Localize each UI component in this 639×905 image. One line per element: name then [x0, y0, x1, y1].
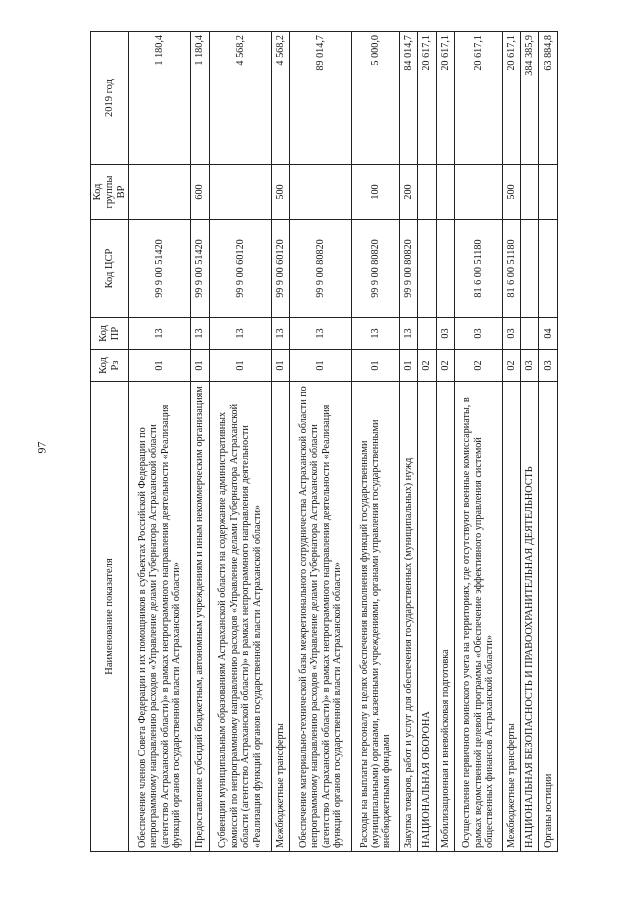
row-amount: 1 180,4: [191, 32, 209, 165]
row-name: НАЦИОНАЛЬНАЯ ОБОРОНА: [418, 382, 436, 852]
row-vr: [209, 165, 271, 220]
row-pr: [521, 318, 539, 350]
row-pr: 13: [209, 318, 271, 350]
row-rz: 01: [352, 350, 400, 382]
row-vr: [455, 165, 503, 220]
row-vr: 600: [191, 165, 209, 220]
row-rz: 01: [399, 350, 417, 382]
row-csr: 99 9 00 80820: [352, 220, 400, 318]
table-row: [271, 32, 289, 852]
row-name: Межбюджетные трансферты: [271, 382, 289, 852]
row-pr: 13: [290, 318, 352, 350]
header-name: Наименование показателя: [91, 382, 129, 852]
row-csr: 99 9 00 60120: [209, 220, 271, 318]
row-pr: 03: [455, 318, 503, 350]
row-pr: 13: [129, 318, 191, 350]
row-vr: [418, 165, 436, 220]
table-row: [352, 32, 400, 852]
budget-table: [90, 31, 558, 852]
row-vr: 500: [502, 165, 520, 220]
row-pr: 13: [399, 318, 417, 350]
header-amount: 2019 год: [91, 32, 129, 165]
row-name: Расходы на выплаты персоналу в целях обеспечения выполнения функций государственными (муниципальными) органами, казенными учреждениями, органами управления государственными внебюджетными фондами: [352, 382, 400, 852]
page-number: 97: [34, 441, 49, 454]
row-amount: 4 568,2: [271, 32, 289, 165]
row-vr: 200: [399, 165, 417, 220]
table-header-row: [91, 32, 129, 852]
row-rz: 02: [418, 350, 436, 382]
row-rz: 01: [271, 350, 289, 382]
header-pr: Код ПР: [91, 318, 129, 350]
row-vr: 100: [352, 165, 400, 220]
row-csr: 99 9 00 80820: [290, 220, 352, 318]
row-amount: 63 884,8: [539, 32, 558, 165]
row-name: Обеспечение материально-технической базы межрегионального сотрудничества Астраханской области по непрограммному направлению расходов «Управление делами Губернатора Астраханской области (агентство Астраханской области)» в рамках непрограммного направления деятельности «Реализация функций органов государственной власти Астраханской области»: [290, 382, 352, 852]
row-vr: [129, 165, 191, 220]
row-pr: 13: [271, 318, 289, 350]
row-amount: 1 180,4: [129, 32, 191, 165]
row-csr: 99 9 00 51420: [129, 220, 191, 318]
rotated-table-container: [90, 32, 558, 852]
row-rz: 01: [290, 350, 352, 382]
row-amount: 20 617,1: [418, 32, 436, 165]
row-csr: 81 6 00 51180: [455, 220, 503, 318]
row-amount: 84 014,7: [399, 32, 417, 165]
row-name: Осуществление первичного воинского учета на территориях, где отсутствуют военные комиссариаты, в рамках ведомственной целевой программы «Обеспечение эффективного управления системой общественных финансов Астраханской области»: [455, 382, 503, 852]
row-csr: [418, 220, 436, 318]
row-name: Субвенции муниципальным образованиям Астраханской области на содержание административных комиссий по непрограммному направлению расходов «Управление делами Губернатора Астраханской области (агентство Астраханской области)» в рамках непрограммного направления деятельности «Реализация функций органов государственной власти Астраханской области»: [209, 382, 271, 852]
table-row: [209, 32, 271, 852]
row-vr: [521, 165, 539, 220]
row-csr: 81 6 00 51180: [502, 220, 520, 318]
row-vr: [539, 165, 558, 220]
row-amount: 20 617,1: [436, 32, 454, 165]
row-amount: 20 617,1: [455, 32, 503, 165]
table-row: [539, 32, 558, 852]
header-rz: Код Рз: [91, 350, 129, 382]
row-amount: 20 617,1: [502, 32, 520, 165]
row-rz: 02: [455, 350, 503, 382]
header-csr: Код ЦСР: [91, 220, 129, 318]
row-rz: 01: [191, 350, 209, 382]
table-row: [290, 32, 352, 852]
row-pr: 03: [436, 318, 454, 350]
row-vr: [436, 165, 454, 220]
table-row: [399, 32, 417, 852]
row-pr: [418, 318, 436, 350]
row-name: Органы юстиции: [539, 382, 558, 852]
row-csr: 99 9 00 80820: [399, 220, 417, 318]
table-row: [129, 32, 191, 852]
row-pr: 04: [539, 318, 558, 350]
row-amount: 384 385,9: [521, 32, 539, 165]
row-pr: 13: [352, 318, 400, 350]
row-name: Предоставление субсидий бюджетным, автономным учреждениям и иным некоммерческим организациям: [191, 382, 209, 852]
row-rz: 01: [209, 350, 271, 382]
row-amount: 4 568,2: [209, 32, 271, 165]
row-csr: [539, 220, 558, 318]
row-csr: 99 9 00 60120: [271, 220, 289, 318]
table-row: [436, 32, 454, 852]
row-csr: [436, 220, 454, 318]
row-name: Мобилизационная и вневойсковая подготовка: [436, 382, 454, 852]
table-row: [521, 32, 539, 852]
row-amount: 89 014,7: [290, 32, 352, 165]
table-row: [455, 32, 503, 852]
table-row: [191, 32, 209, 852]
row-pr: 03: [502, 318, 520, 350]
row-rz: 02: [502, 350, 520, 382]
row-name: НАЦИОНАЛЬНАЯ БЕЗОПАСНОСТЬ И ПРАВООХРАНИТЕЛЬНАЯ ДЕЯТЕЛЬНОСТЬ: [521, 382, 539, 852]
row-rz: 01: [129, 350, 191, 382]
table-row: [502, 32, 520, 852]
table-row: [418, 32, 436, 852]
row-amount: 5 000,0: [352, 32, 400, 165]
row-rz: 03: [521, 350, 539, 382]
row-csr: [521, 220, 539, 318]
row-name: Закупка товаров, работ и услуг для обеспечения государственных (муниципальных) нужд: [399, 382, 417, 852]
row-pr: 13: [191, 318, 209, 350]
row-vr: 500: [271, 165, 289, 220]
row-name: Межбюджетные трансферты: [502, 382, 520, 852]
header-vr: Код группы ВР: [91, 165, 129, 220]
row-rz: 03: [539, 350, 558, 382]
row-vr: [290, 165, 352, 220]
row-name: Обеспечение членов Совета Федерации и их помощников в субъектах Российской Федерации по непрограммному направлению расходов «Управление делами Губернатора Астраханской области (агентство Астраханской области)» в рамках непрограммного направления деятельности «Реализация функций органов государственной власти Астраханской области»: [129, 382, 191, 852]
row-csr: 99 9 00 51420: [191, 220, 209, 318]
row-rz: 02: [436, 350, 454, 382]
